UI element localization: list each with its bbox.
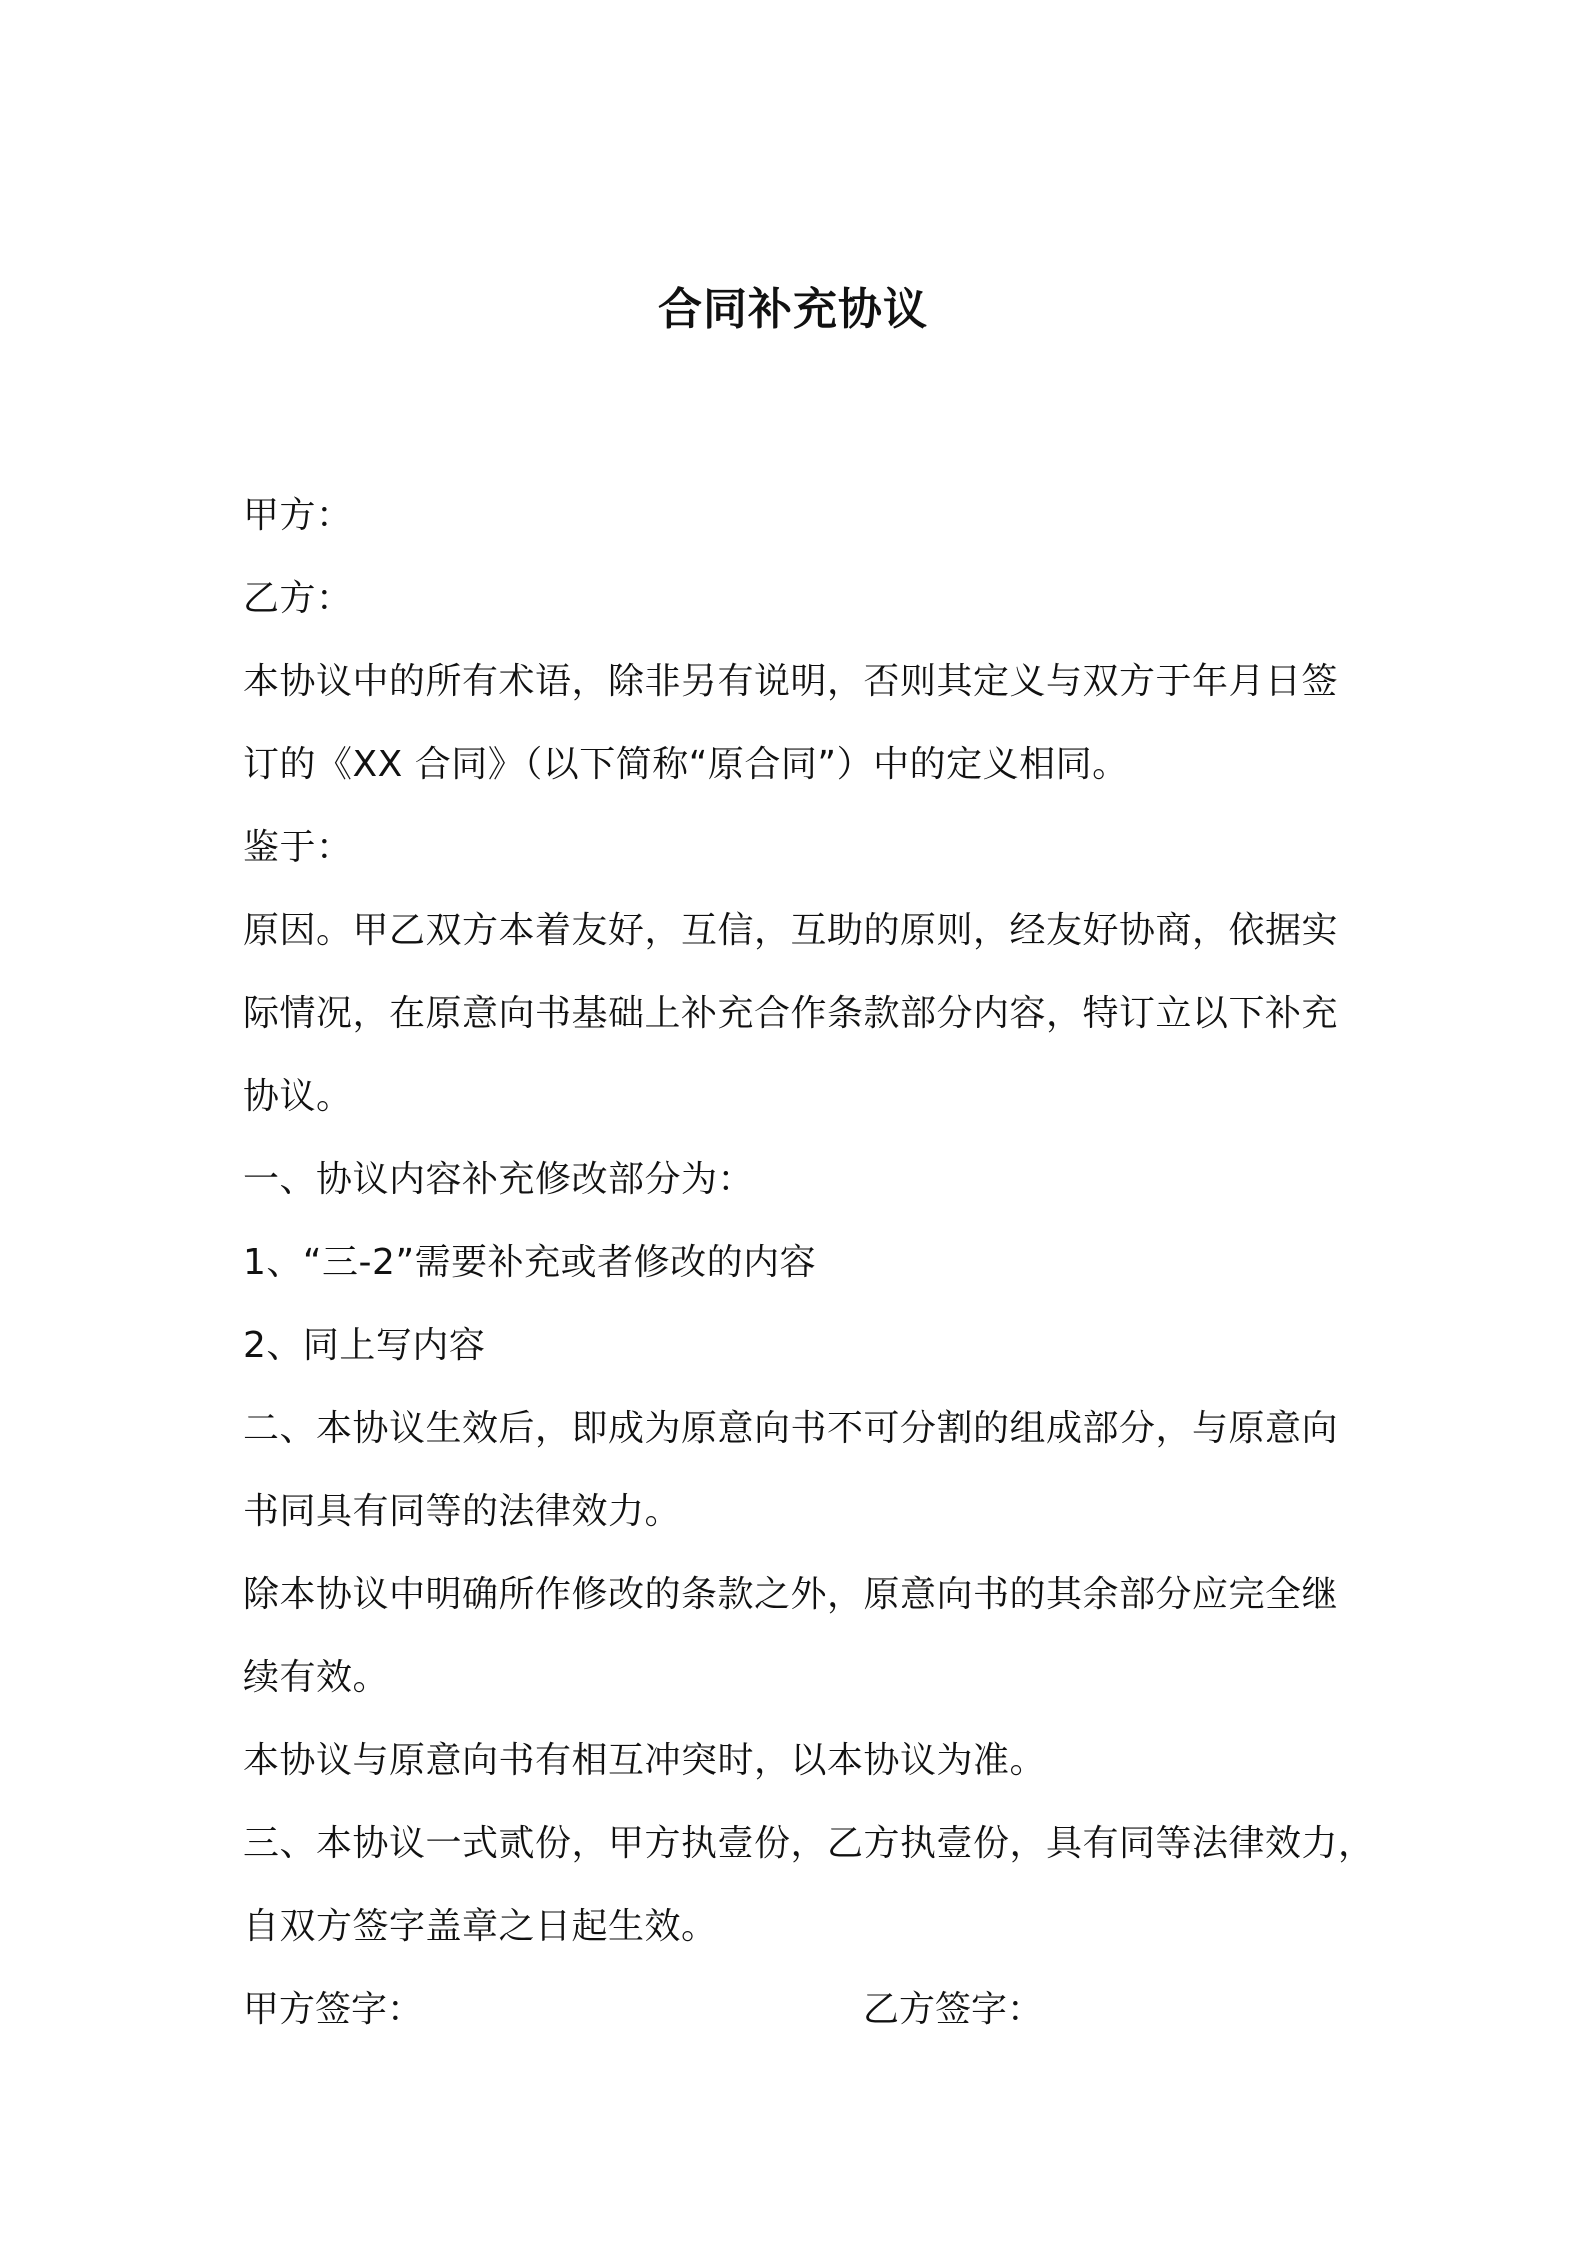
party-b-line: 乙方： — [243, 578, 353, 619]
paragraph-line: 除本协议中明确所作修改的条款之外，原意向书的其余部分应完全继 — [243, 1574, 1339, 1615]
paragraph-line: 续有效。 — [243, 1657, 390, 1698]
document-title: 合同补充协议 — [658, 284, 928, 335]
paragraph-line: 协议。 — [243, 1076, 353, 1117]
party-a-signature-label: 甲方签字： — [243, 1989, 424, 2030]
whereas-heading: 鉴于： — [243, 827, 353, 868]
list-item: 2、同上写内容 — [243, 1325, 486, 1366]
paragraph-line: 自双方签字盖章之日起生效。 — [243, 1906, 718, 1947]
section-heading: 一、协议内容补充修改部分为： — [243, 1159, 755, 1200]
paragraph-line: 际情况，在原意向书基础上补充合作条款部分内容，特订立以下补充 — [243, 993, 1339, 1034]
party-b-signature-label: 乙方签字： — [863, 1989, 1044, 2030]
list-item: 1、“三-2”需要补充或者修改的内容 — [243, 1242, 817, 1283]
paragraph-line: 原因。甲乙双方本着友好，互信，互助的原则，经友好协商，依据实 — [243, 910, 1339, 951]
paragraph-line: 三、本协议一式贰份，甲方执壹份，乙方执壹份，具有同等法律效力， — [243, 1823, 1375, 1864]
document-body — [243, 474, 1375, 1968]
paragraph-line: 订的《XX 合同》（以下简称“原合同”）中的定义相同。 — [243, 744, 1129, 785]
signature-row — [243, 1968, 1363, 2051]
party-a-line: 甲方： — [243, 495, 353, 536]
paragraph-line: 本协议与原意向书有相互冲突时，以本协议为准。 — [243, 1740, 1047, 1781]
paragraph-line: 二、本协议生效后，即成为原意向书不可分割的组成部分，与原意向 — [243, 1408, 1339, 1449]
paragraph-line: 书同具有同等的法律效力。 — [243, 1491, 682, 1532]
paragraph-line: 本协议中的所有术语，除非另有说明，否则其定义与双方于年月日签 — [243, 661, 1339, 702]
